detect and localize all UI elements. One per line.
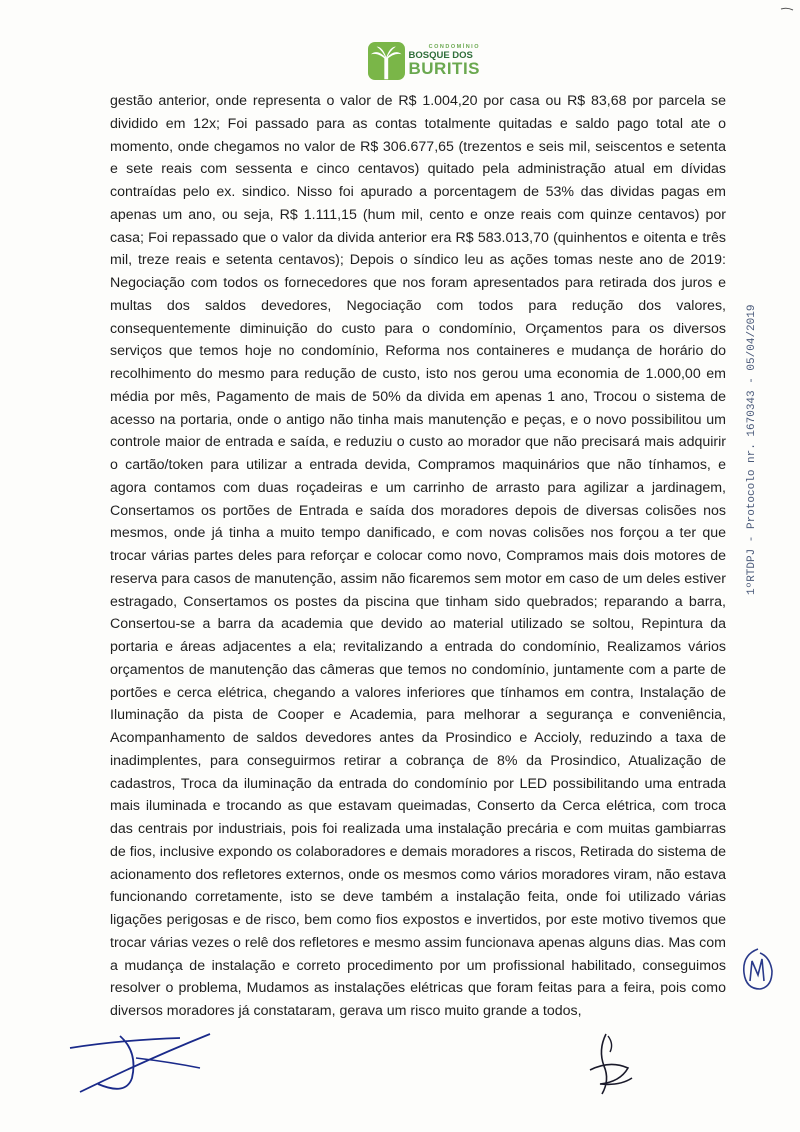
minutes-body	[110, 90, 726, 1023]
initials-signature	[738, 945, 778, 995]
left-signature	[60, 1018, 230, 1098]
logo-wordmark	[409, 45, 481, 77]
logo-caption: CONDOMÍNIO	[428, 44, 480, 50]
logo-line1: BOSQUE DOS	[408, 49, 473, 61]
registry-protocol-stamp: 1ºRTDPJ - Protocolo nr. 1670343 - 05/04/2019	[746, 304, 758, 596]
palm-tree-icon	[368, 42, 405, 80]
body-paragraph: gestão anterior, onde representa o valor de R$ 1.004,20 por casa ou R$ 83,68 por parcela se dividido em 12x; Foi passado para as contas totalmente quitadas e saldo pago total ate o momento, onde chegamos no valor de R$ 306.677,65 (trezentos e seis mil, seiscentos e setenta e sete reais com sessenta e cinco centavos) quitado pela administração atual em dívidas contraídas pelo ex. sindico. Nisso foi apurado a porcentagem de 53% das dividas pagas em apenas um ano, ou seja, R$ 1.111,15 (hum mil, cento e onze reais com quinze centavos) por casa; Foi repassado que o valor da divida anterior era R$ 583.013,70 (quinhentos e oitenta e três mil, treze reais e setenta centavos); Depois o síndico leu as ações tomas neste ano de 2019: Negociação com todos os fornecedores que nos foram apresentados para retirada dos juros e multas dos saldos devedores, Negociação com todos para redução dos valores, consequentemente diminuição do custo para o condomínio, Orçamentos para os diversos serviços que temos hoje no condomínio, Reforma nos containeres e mudança de horário do recolhimento do mesmo para redução de custo, isto nos gerou uma economia de 1.000,00 em média por mês, Pagamento de mais de 50% da divida em apenas 1 ano, Trocou o sistema de acesso na portaria, onde o antigo não tinha mais manutenção e peças, e o novo possibilitou um controle maior de entrada e saída, e reduziu o custo ao morador que não precisará mais adquirir o cartão/token para utilizar a entrada devida, Compramos maquinários que não tínhamos, e agora contamos com duas roçadeiras e um carrinho de arrasto para agilizar a jardinagem, Consertamos os portões de Entrada e saída dos moradores depois de diversas colisões nos mesmos, onde já tinha a muito tempo danificado, e com novas colisões nos forçou a ter que trocar várias partes deles para reforçar e colocar como novo, Compramos mais dois motores de reserva para casos de manutenção, assim não ficaremos sem motor em caso de um deles estiver estragado, Consertamos os postes da piscina que tinham sido quebrados; reparando a barra, Consertou-se a barra da academia que devido ao material utilizado se soltou, Repintura da portaria e áreas adjacentes a ela; revitalizando a entrada do condomínio, Realizamos vários orçamentos de manutenção das câmeras que temos no condomínio, juntamente com a parte de portões e cerca elétrica, chegando a valores inferiores que tínhamos em contra, Instalação de Iluminação da pista de Cooper e Academia, para melhorar a segurança e conveniência, Acompanhamento de saldos devedores antes da Prosindico e Accioly, reduzindo a taxa de inadimplentes, para conseguirmos retirar a cobrança de 8% da Prosindico, Atualização de cadastros, Troca da iluminação da entrada do condomínio por LED possibilitando uma entrada mais iluminada e trocando as que estavam queimadas, Conserto da Cerca elétrica, com troca das centrais por industriais, pois foi realizada uma instalação precária e com muitas gambiarras de fios, inclusive expondo os colaboradores e demais moradores a riscos, Retirada do sistema de acionamento dos refletores externos, onde os mesmos como vários moradores viram, não estava funcionando corretamente, isto se deve também a instalação feita, onde foi utilizado várias ligações perigosas e de risco, bem como fios expostos e invertidos, por este motivo tivemos que trocar várias vezes o relê dos refletores e mesmo assim funcionava apenas alguns dias. Mas com a mudança de instalação e correto procedimento por um profissional habilitado, conseguimos resolver o problema, Mudamos as instalações elétricas que foram feitas para a feira, pois como diversos moradores já constataram, gerava um risco muito grande a todos,	[110, 93, 726, 1019]
corner-mark	[780, 6, 794, 12]
logo-line2: BURITIS	[408, 59, 480, 78]
condominium-logo	[368, 40, 480, 82]
right-signature	[580, 1030, 640, 1100]
